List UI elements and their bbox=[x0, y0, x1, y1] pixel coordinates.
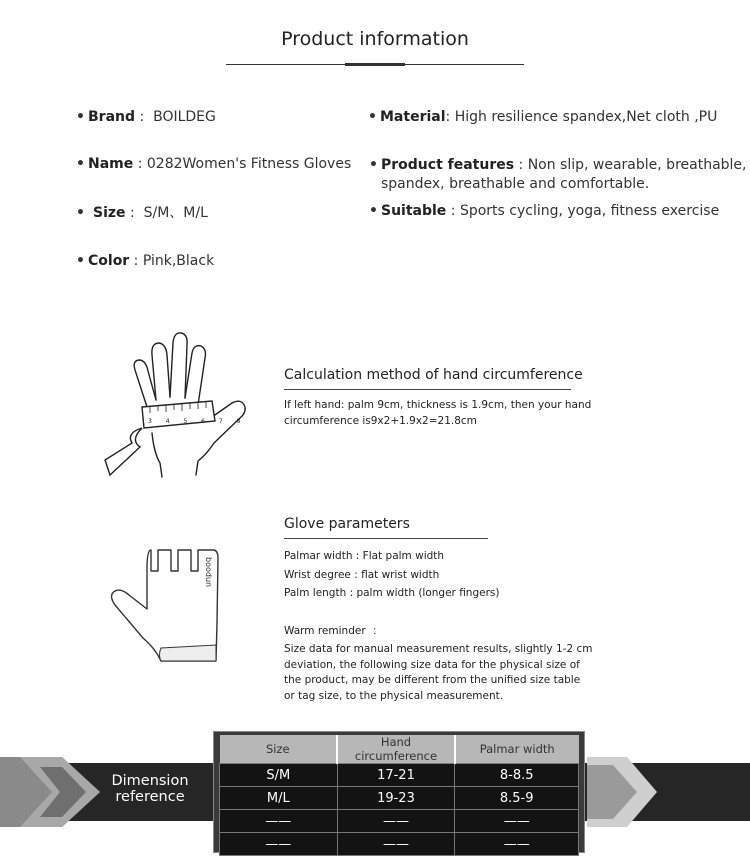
calc-text bbox=[284, 397, 591, 429]
spec-size: • Size : S/M、M/L bbox=[76, 205, 208, 221]
spec-material-label: Material bbox=[380, 109, 446, 125]
glove-params-title: Glove parameters bbox=[284, 516, 410, 532]
spec-suitable-label: Suitable bbox=[381, 203, 447, 219]
table-cell: S/M bbox=[220, 764, 338, 787]
glove-brand-text: boodun bbox=[204, 557, 213, 588]
table-row bbox=[220, 833, 579, 856]
table-cell: —— bbox=[455, 810, 579, 833]
glove-wrist-band bbox=[160, 645, 217, 661]
spec-features-label: Product features bbox=[381, 157, 515, 173]
table-cell: —— bbox=[220, 810, 338, 833]
dimension-label-line-1: Dimension bbox=[111, 773, 189, 789]
table-cell: 8.5-9 bbox=[455, 787, 579, 810]
table-cell: M/L bbox=[220, 787, 338, 810]
spec-color: • Color : Pink,Black bbox=[76, 253, 215, 269]
spec-size-value: S/M、M/L bbox=[143, 205, 208, 221]
warm-reminder-text bbox=[284, 642, 592, 704]
table-cell: 8-8.5 bbox=[455, 764, 579, 787]
spec-features: • Product features : Non slip, wearable, breathable, spandex, breathable and comfortable. bbox=[369, 157, 747, 192]
spec-brand-value: BOILDEG bbox=[153, 109, 216, 125]
table-row bbox=[220, 810, 579, 833]
size-table-col-hand: Hand circumference bbox=[337, 735, 455, 764]
spec-material: • Material: High resilience spandex,Net cloth ,PU bbox=[368, 109, 718, 125]
table-cell: —— bbox=[337, 810, 455, 833]
spec-name-label: Name bbox=[88, 156, 134, 172]
hand-wrist bbox=[152, 433, 162, 477]
spec-material-value: High resilience spandex,Net cloth ,PU bbox=[454, 109, 718, 125]
spec-suitable: • Suitable : Sports cycling, yoga, fitness exercise bbox=[369, 203, 720, 219]
table-row bbox=[220, 764, 579, 787]
title-divider-accent bbox=[345, 63, 405, 66]
spec-features-value-1: Non slip, wearable, breathable, bbox=[527, 157, 747, 173]
size-table bbox=[219, 735, 579, 856]
hand-measurement-illustration bbox=[100, 325, 250, 480]
spec-features-value-2: spandex, breathable and comfortable. bbox=[381, 176, 650, 192]
spec-size-label: Size bbox=[93, 205, 126, 221]
calc-title: Calculation method of hand circumference bbox=[284, 367, 583, 383]
page-title: Product information bbox=[281, 28, 469, 50]
spec-suitable-value: Sports cycling, yoga, fitness exercise bbox=[459, 203, 720, 219]
glove-params-divider bbox=[284, 538, 488, 539]
calc-divider bbox=[284, 389, 571, 390]
size-table-col-size: Size bbox=[220, 735, 338, 764]
spec-name: • Name : 0282Women's Fitness Gloves bbox=[76, 156, 352, 172]
hand-finger-3 bbox=[170, 333, 187, 398]
reminder-line-3: the product, may be different from the unified size table bbox=[284, 674, 581, 686]
dimension-label-line-2: reference bbox=[115, 789, 185, 805]
band-decoration-left bbox=[0, 757, 100, 827]
warm-reminder-title: Warm reminder ： bbox=[284, 625, 383, 637]
reminder-line-2: deviation, the following size data for the physical size of bbox=[284, 658, 580, 671]
dimension-label bbox=[90, 773, 210, 805]
spec-color-value: Pink,Black bbox=[142, 253, 215, 269]
spec-color-label: Color bbox=[88, 253, 130, 269]
glove-outline bbox=[112, 550, 219, 661]
hand-finger-4 bbox=[185, 346, 206, 405]
calc-line-1: If left hand: palm 9cm, thickness is 1.9cm, then your hand bbox=[284, 399, 592, 411]
wrist-degree-text: Wrist degree : flat wrist width bbox=[284, 568, 440, 581]
table-cell: 17-21 bbox=[337, 764, 455, 787]
calc-line-2: circumference is9x2+1.9x2=21.8cm bbox=[284, 415, 477, 427]
size-table-header bbox=[220, 735, 579, 764]
palm-length-text: Palm length : palm width (longer fingers) bbox=[284, 587, 500, 599]
palmar-width-text: Palmar width : Flat palm width bbox=[284, 550, 445, 562]
band-decoration-right bbox=[587, 757, 750, 827]
glove-illustration bbox=[103, 543, 233, 668]
spec-brand: • Brand : BOILDEG bbox=[76, 109, 216, 125]
table-cell: —— bbox=[220, 833, 338, 856]
table-cell: 19-23 bbox=[337, 787, 455, 810]
spec-name-value: 0282Women's Fitness Gloves bbox=[146, 156, 352, 172]
glove-params-list bbox=[284, 547, 499, 603]
reminder-line-4: or tag size, to the physical measurement. bbox=[284, 689, 504, 702]
spec-brand-label: Brand bbox=[88, 109, 136, 125]
reminder-line-1: Size data for manual measurement results, slightly 1-2 cm bbox=[284, 643, 593, 655]
tape-marks: 3 4 5 6 7 8 bbox=[148, 418, 247, 425]
table-row bbox=[220, 787, 579, 810]
hand-finger-2 bbox=[152, 343, 170, 400]
table-cell: —— bbox=[337, 833, 455, 856]
size-table-col-palmar: Palmar width bbox=[455, 735, 579, 764]
tape-tail bbox=[105, 428, 142, 475]
table-cell: —— bbox=[455, 833, 579, 856]
